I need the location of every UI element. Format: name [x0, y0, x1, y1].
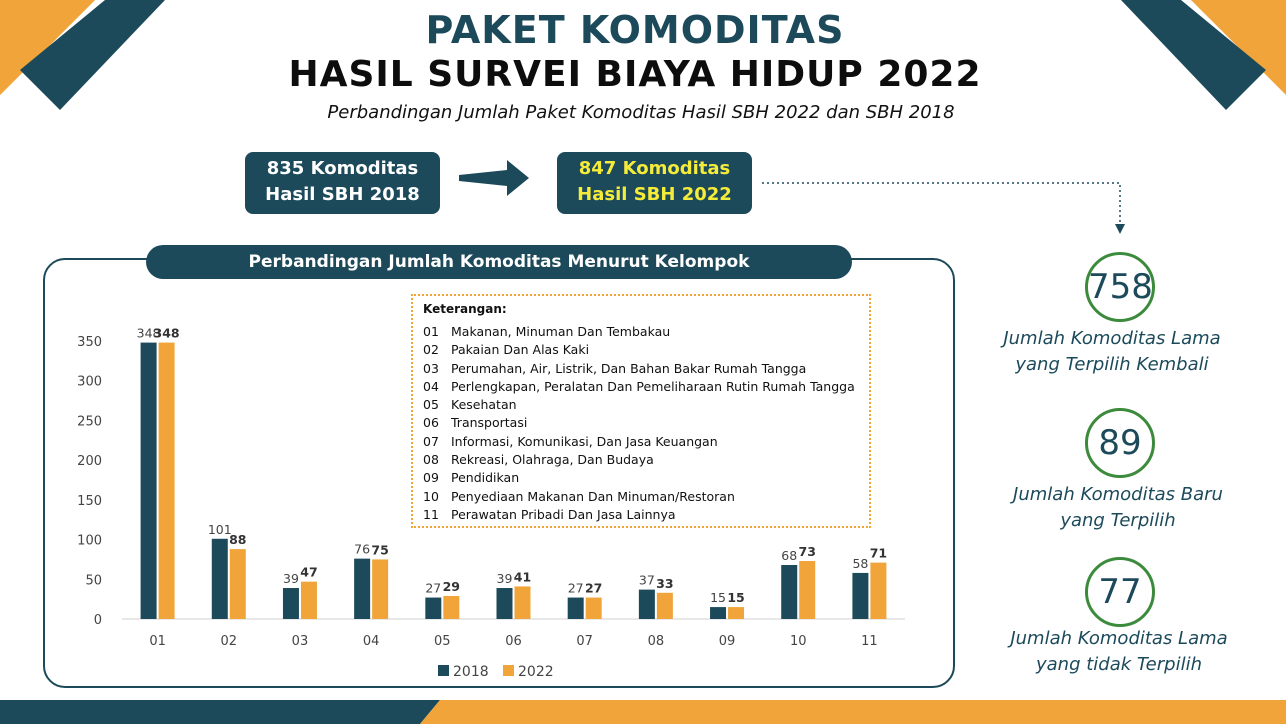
data-label-2018: 348 — [136, 325, 161, 341]
bar-2022 — [657, 593, 673, 619]
data-label-2018: 58 — [852, 555, 869, 571]
data-label-2022: 73 — [798, 544, 816, 560]
bar-2018 — [212, 539, 228, 619]
bar-2022 — [443, 596, 459, 619]
bar-2022 — [728, 607, 744, 619]
count-2022-badge — [557, 152, 752, 214]
x-tick-label: 11 — [861, 634, 878, 649]
legend-row-code: 01 — [423, 324, 439, 339]
page-title-line2: HASIL SURVEI BIAYA HIDUP 2022 — [288, 54, 982, 95]
data-label-2022: 71 — [869, 545, 888, 561]
legend-row-label: Transportasi — [451, 415, 528, 431]
data-label-2022: 29 — [442, 578, 461, 594]
count-2018-line1: 835 Komoditas — [266, 158, 419, 179]
legend-row-code: 06 — [423, 415, 439, 431]
bar-2022 — [159, 343, 175, 619]
data-label-2018: 15 — [710, 590, 726, 606]
legend-row — [423, 396, 869, 414]
page-title-line1: PAKET KOMODITAS — [425, 8, 845, 52]
legend-row-label: Rekreasi, Olahraga, Dan Budaya — [451, 452, 654, 468]
stat-label-retained-line2: yang Terpilih Kembali — [1015, 354, 1209, 375]
stat-label-dropped — [984, 626, 1254, 678]
legend-row-label: Pakaian Dan Alas Kaki — [451, 342, 590, 358]
legend-row — [423, 488, 869, 506]
y-tick-label: 350 — [77, 335, 102, 350]
bar-2018 — [710, 607, 726, 619]
x-tick-label: 06 — [505, 634, 522, 649]
legend-row-code: 05 — [423, 397, 439, 413]
legend-row — [423, 433, 869, 451]
legend-row-label: Pendidikan — [451, 470, 520, 486]
x-tick-label: 03 — [291, 634, 309, 649]
legend-swatch-2018 — [438, 665, 449, 676]
y-tick-label: 150 — [77, 493, 102, 509]
bar-2018 — [568, 598, 584, 619]
bar-2018 — [497, 588, 513, 619]
stat-label-dropped-line2: yang tidak Terpilih — [1036, 654, 1202, 675]
data-label-2018: 68 — [781, 547, 798, 563]
y-tick-label: 250 — [77, 414, 102, 430]
stat-label-new-line1: Jumlah Komoditas Baru — [1013, 484, 1223, 505]
x-tick-label: 04 — [362, 634, 380, 649]
bar-2018 — [354, 559, 370, 619]
y-tick-label: 0 — [93, 613, 102, 628]
bar-2018 — [639, 590, 655, 619]
legend-row-label: Penyediaan Makanan Dan Minuman/Restoran — [451, 488, 735, 504]
data-label-2018: 39 — [283, 571, 299, 587]
count-2022-line2: Hasil SBH 2022 — [577, 184, 732, 205]
legend-swatch-2022 — [503, 665, 514, 676]
data-label-2018: 76 — [354, 541, 371, 557]
arrow-right-icon — [459, 158, 531, 198]
bar-2018 — [781, 565, 797, 619]
bar-2018 — [141, 343, 157, 619]
stat-label-dropped-line1: Jumlah Komoditas Lama — [1010, 628, 1228, 649]
legend-row-label: Perumahan, Air, Listrik, Dan Bahan Bakar Rumah Tangga — [451, 360, 807, 376]
stat-label-new-line2: yang Terpilih — [1060, 510, 1176, 531]
page-subtitle: Perbandingan Jumlah Paket Komoditas Hasil SBH 2022 dan SBH 2018 — [327, 102, 955, 123]
dotted-connector-arrow — [760, 178, 1140, 238]
legend-row-code: 04 — [423, 378, 439, 394]
legend-row-label: Perawatan Pribadi Dan Jasa Lainnya — [451, 506, 676, 522]
data-label-2022: 47 — [300, 564, 318, 580]
legend-row — [423, 323, 869, 341]
legend-row-code: 11 — [423, 506, 439, 522]
x-tick-label: 09 — [718, 634, 736, 649]
legend-row — [423, 378, 869, 396]
legend-row — [423, 506, 869, 524]
data-label-2022: 33 — [656, 575, 674, 591]
data-label-2018: 39 — [496, 571, 513, 587]
bar-2022 — [515, 586, 531, 619]
stat-circle-retained: 758 — [1085, 252, 1155, 322]
stat-label-retained-line1: Jumlah Komoditas Lama — [1003, 328, 1221, 349]
data-label-2018: 27 — [567, 580, 584, 596]
x-tick-label: 02 — [220, 634, 238, 649]
data-label-2018: 37 — [638, 572, 655, 588]
bottom-stripe-decoration — [0, 700, 1286, 724]
legend-row-label: Makanan, Minuman Dan Tembakau — [451, 324, 671, 339]
stat-circle-new: 89 — [1085, 408, 1155, 478]
bar-2018 — [283, 588, 299, 619]
data-label-2022: 41 — [513, 569, 532, 585]
y-tick-label: 100 — [77, 533, 102, 549]
legend-label-2022: 2022 — [518, 664, 554, 680]
legend-row — [423, 451, 869, 469]
legend-row-code: 02 — [423, 342, 439, 358]
stat-label-new — [983, 482, 1253, 534]
bar-2018 — [852, 573, 868, 619]
stat-label-retained — [977, 326, 1247, 378]
stat-circle-dropped: 77 — [1085, 557, 1155, 627]
count-2018-line2: Hasil SBH 2018 — [265, 184, 420, 205]
data-label-2018: 27 — [425, 580, 442, 596]
legend-row-code: 08 — [423, 452, 439, 468]
category-legend-box — [411, 294, 871, 528]
data-label-2022: 348 — [153, 325, 180, 341]
bar-2022 — [230, 549, 246, 619]
bar-2022 — [301, 582, 317, 619]
bar-2022 — [799, 561, 815, 619]
legend-label-2018: 2018 — [453, 664, 489, 680]
legend-row-label: Perlengkapan, Peralatan Dan Pemeliharaan Rutin Rumah Tangga — [451, 378, 855, 394]
data-label-2022: 88 — [229, 532, 247, 548]
y-tick-label: 300 — [77, 374, 102, 390]
y-tick-label: 50 — [85, 573, 102, 589]
x-tick-label: 08 — [647, 634, 665, 649]
x-tick-label: 10 — [789, 634, 807, 649]
legend-row-code: 07 — [423, 433, 439, 449]
legend-row-code: 03 — [423, 360, 439, 376]
bar-2022 — [870, 563, 886, 619]
bar-2022 — [372, 559, 388, 619]
legend-row-code: 10 — [423, 488, 439, 504]
legend-row — [423, 414, 869, 432]
legend-row-label: Kesehatan — [451, 397, 517, 413]
data-label-2022: 15 — [727, 590, 745, 606]
count-2018-badge — [245, 152, 440, 214]
legend-heading: Keterangan: — [423, 302, 507, 316]
data-label-2022: 27 — [584, 580, 603, 596]
data-label-2022: 75 — [371, 542, 389, 558]
data-label-2018: 101 — [207, 521, 232, 537]
count-2022-line1: 847 Komoditas — [578, 158, 731, 179]
chart-panel-title: Perbandingan Jumlah Komoditas Menurut Kelompok — [146, 245, 852, 279]
x-tick-label: 05 — [434, 634, 451, 649]
legend-row — [423, 341, 869, 359]
legend-row-label: Informasi, Komunikasi, Dan Jasa Keuangan — [451, 433, 718, 449]
x-tick-label: 01 — [149, 634, 166, 649]
bar-2018 — [425, 598, 441, 619]
legend-row — [423, 360, 869, 378]
legend-row-code: 09 — [423, 470, 439, 486]
x-tick-label: 07 — [576, 634, 593, 649]
y-tick-label: 200 — [77, 454, 102, 470]
bar-2022 — [586, 598, 602, 619]
legend-row — [423, 469, 869, 487]
